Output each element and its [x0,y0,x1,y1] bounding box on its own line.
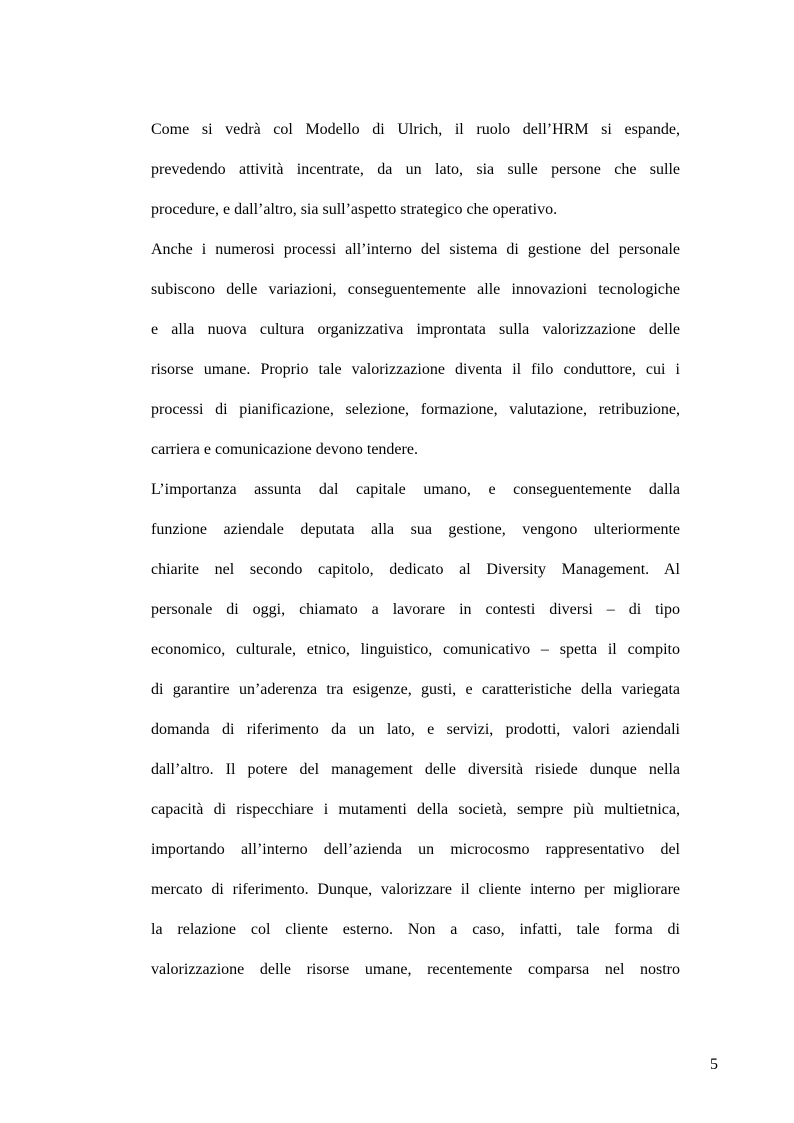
text-line: e alla nuova cultura organizzativa improntata sulla valorizzazione delle [151,321,680,338]
text-line: mercato di riferimento. Dunque, valorizzare il cliente interno per migliorare [151,881,680,898]
text-line: dall’altro. Il potere del management delle diversità risiede dunque nella [151,761,680,778]
text-line: funzione aziendale deputata alla sua gestione, vengono ulteriormente [151,521,680,538]
text-line: prevedendo attività incentrate, da un lato, sia sulle persone che sulle [151,161,680,178]
text-line: economico, culturale, etnico, linguistico, comunicativo – spetta il compito [151,641,680,658]
text-line: valorizzazione delle risorse umane, recentemente comparsa nel nostro [151,961,680,978]
text-line: risorse umane. Proprio tale valorizzazione diventa il filo conduttore, cui i [151,361,680,378]
text-line: capacità di rispecchiare i mutamenti della società, sempre più multietnica, [151,801,680,818]
text-line: carriera e comunicazione devono tendere. [151,441,418,458]
text-line: L’importanza assunta dal capitale umano, e conseguentemente dalla [151,481,680,498]
text-line: importando all’interno dell’azienda un microcosmo rappresentativo del [151,841,680,858]
text-line: personale di oggi, chiamato a lavorare in contesti diversi – di tipo [151,601,680,618]
text-line: subiscono delle variazioni, conseguentemente alle innovazioni tecnologiche [151,281,680,298]
text-line: procedure, e dall’altro, sia sull’aspetto strategico che operativo. [151,201,558,218]
text-line: chiarite nel secondo capitolo, dedicato al Diversity Management. Al [151,561,680,578]
text-line: domanda di riferimento da un lato, e servizi, prodotti, valori aziendali [151,721,680,738]
text-line: di garantire un’aderenza tra esigenze, gusti, e caratteristiche della variegata [151,681,680,698]
text-line: Anche i numerosi processi all’interno del sistema di gestione del personale [151,241,680,258]
text-line: Come si vedrà col Modello di Ulrich, il ruolo dell’HRM si espande, [151,121,680,138]
page-number: 5 [710,1056,718,1073]
text-line: processi di pianificazione, selezione, formazione, valutazione, retribuzione, [151,401,680,418]
text-line: la relazione col cliente esterno. Non a caso, infatti, tale forma di [151,921,680,938]
